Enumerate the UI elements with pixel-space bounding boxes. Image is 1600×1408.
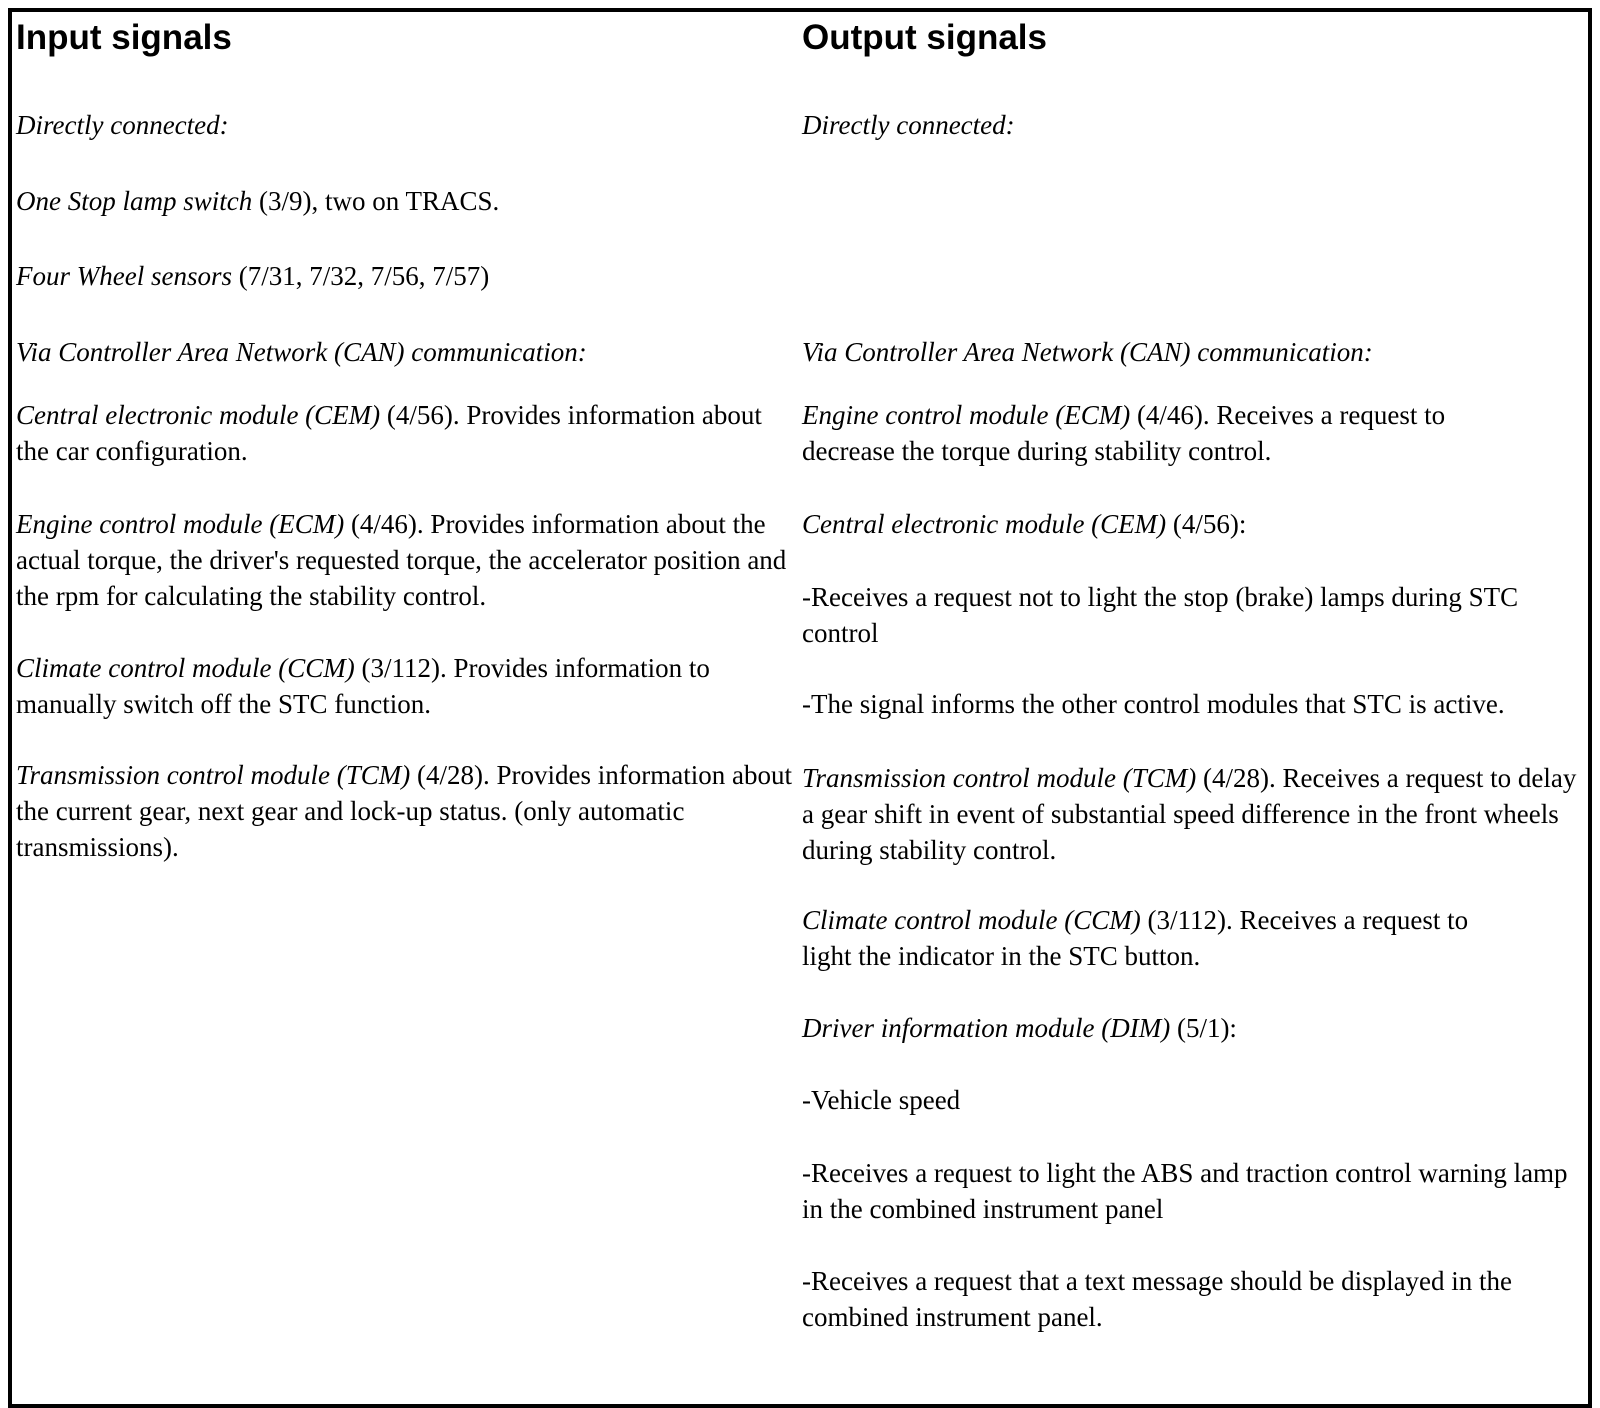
signals-table (8, 8, 1592, 1408)
output-cem-text: (4/56): (1166, 509, 1247, 539)
input-via-can: Via Controller Area Network (CAN) communication: (16, 337, 587, 367)
input-stop-lamp-switch (16, 183, 499, 219)
input-wheel-sensors (16, 258, 489, 294)
stop-lamp-switch-name: One Stop lamp switch (16, 186, 253, 216)
output-directly-connected: Directly connected: (802, 110, 1015, 140)
output-dim-item-2: -Receives a request to light the ABS and traction control warning lamp in the combined instrument panel (802, 1158, 1568, 1224)
output-via-can: Via Controller Area Network (CAN) communication: (802, 337, 1373, 367)
input-cem-text: (4/56). Provides information about the car configuration. (16, 400, 762, 466)
output-dim-item-3: -Receives a request that a text message should be displayed in the combined instrument panel. (802, 1266, 1513, 1332)
output-ccm-name: Climate control module (CCM) (802, 905, 1141, 935)
wheel-sensors-text: (7/31, 7/32, 7/56, 7/57) (231, 261, 490, 291)
output-ecm-name: Engine control module (ECM) (802, 400, 1131, 430)
output-cem (802, 506, 1582, 542)
output-ccm (802, 902, 1522, 974)
output-signals-heading: Output signals (802, 18, 1047, 57)
output-cem-item-1: -Receives a request not to light the stop (brake) lamps during STC control (802, 582, 1519, 648)
input-ecm-text: (4/46). Provides information about the actual torque, the driver's requested torque, the accelerator position and the rpm for calculating the stability control. (16, 509, 787, 611)
input-cem-name: Central electronic module (CEM) (16, 400, 381, 430)
output-cem-name: Central electronic module (CEM) (802, 509, 1167, 539)
output-ecm-text: (4/46). Receives a request to decrease the torque during stability control. (802, 400, 1446, 466)
input-tcm-name: Transmission control module (TCM) (16, 760, 411, 790)
input-ecm-name: Engine control module (ECM) (16, 509, 345, 539)
input-ccm-name: Climate control module (CCM) (16, 653, 355, 683)
input-signals-heading: Input signals (16, 18, 232, 57)
output-tcm-text: (4/28). Receives a request to delay a gear shift in event of substantial speed difference in the front wheels during stability control. (802, 763, 1577, 865)
stop-lamp-switch-text: (3/9), two on TRACS. (252, 186, 500, 216)
input-tcm (16, 757, 796, 865)
input-tcm-text: (4/28). Provides information about the current gear, next gear and lock-up status. (only automatic transmissions). (16, 760, 792, 862)
output-ccm-text: (3/112). Receives a request to light the indicator in the STC button. (802, 905, 1469, 971)
output-dim-text: (5/1): (1170, 1013, 1237, 1043)
input-cem (16, 397, 776, 469)
output-tcm-name: Transmission control module (TCM) (802, 763, 1197, 793)
output-tcm (802, 760, 1584, 868)
output-dim-name: Driver information module (DIM) (802, 1013, 1171, 1043)
output-dim (802, 1010, 1584, 1046)
output-ecm (802, 397, 1522, 469)
input-ecm (16, 506, 796, 614)
output-dim-item-1: -Vehicle speed (802, 1085, 961, 1115)
output-cem-item-2: -The signal informs the other control modules that STC is active. (802, 689, 1505, 719)
input-ccm-text: (3/112). Provides information to manually switch off the STC function. (16, 653, 710, 719)
input-directly-connected: Directly connected: (16, 110, 229, 140)
input-ccm (16, 650, 776, 722)
wheel-sensors-name: Four Wheel sensors (16, 261, 232, 291)
